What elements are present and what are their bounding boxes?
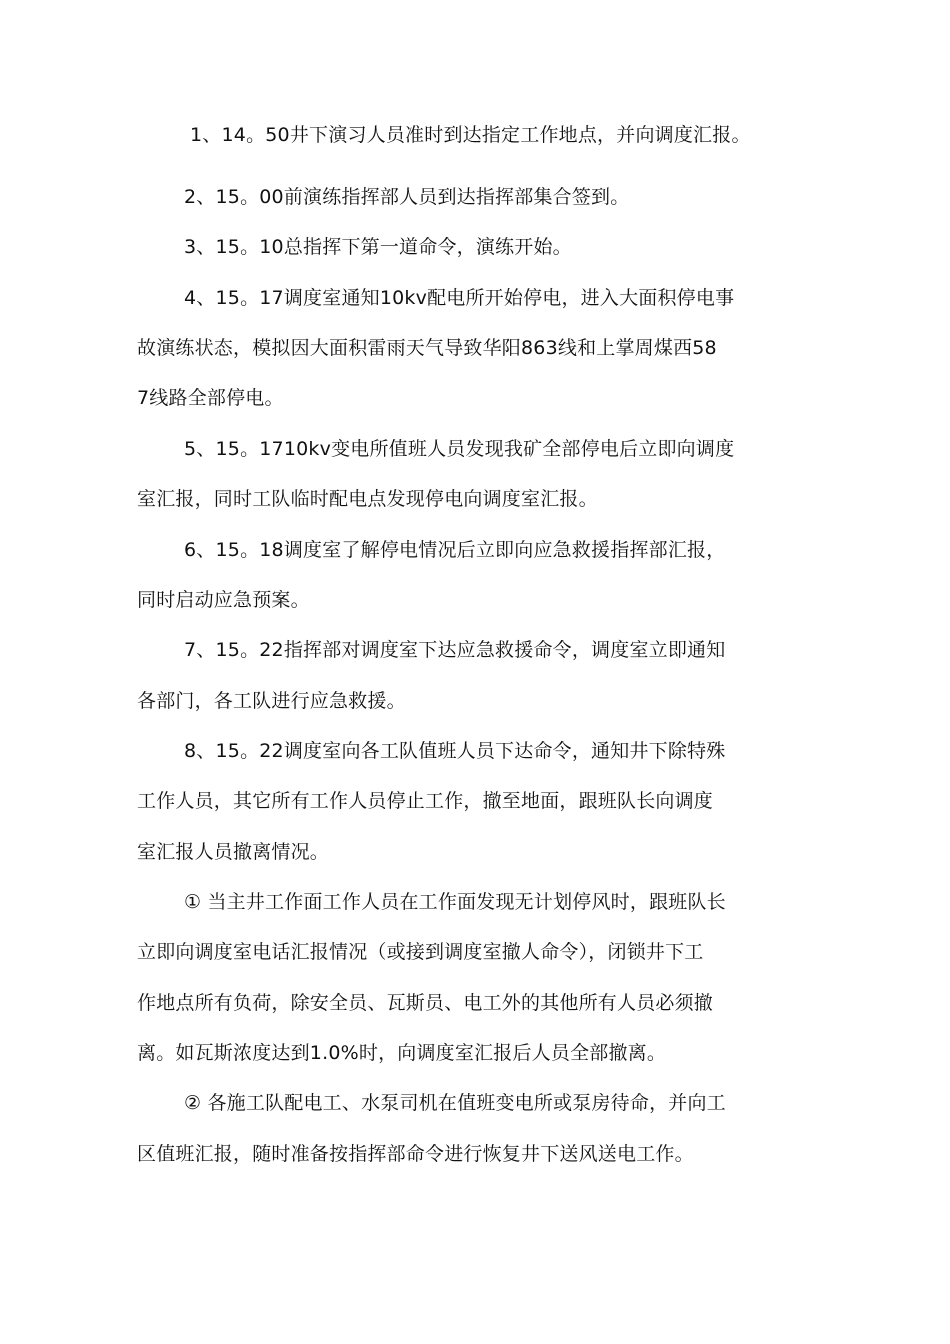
text-line: 工作人员，其它所有工作人员停止工作，撤至地面，跟班队长向调度	[137, 790, 714, 812]
text-line: 故演练状态，模拟因大面积雷雨天气导致华阳863线和上掌周煤西58	[137, 337, 717, 359]
text-line: ① 当主井工作面工作人员在工作面发现无计划停风时，跟班队长	[184, 891, 726, 913]
text-line: 室汇报人员撤离情况。	[137, 841, 330, 863]
text-line: 立即向调度室电话汇报情况（或接到调度室撤人命令），闭锁井下工	[137, 941, 704, 963]
text-line: 各部门，各工队进行应急救援。	[137, 690, 406, 712]
text-line: 6、15。18调度室了解停电情况后立即向应急救援指挥部汇报，	[184, 539, 726, 561]
text-line: ② 各施工队配电工、水泵司机在值班变电所或泵房待命，并向工	[184, 1092, 726, 1114]
text-line: 离。如瓦斯浓度达到1.0%时，向调度室汇报后人员全部撤离。	[137, 1042, 667, 1064]
text-line: 2、15。00前演练指挥部人员到达指挥部集合签到。	[184, 186, 630, 208]
text-line: 7线路全部停电。	[137, 387, 284, 409]
text-line: 室汇报，同时工队临时配电点发现停电向调度室汇报。	[137, 488, 598, 510]
text-line: 作地点所有负荷，除安全员、瓦斯员、电工外的其他所有人员必须撤	[137, 992, 714, 1014]
text-line: 4、15。17调度室通知10kv配电所开始停电，进入大面积停电事	[184, 287, 735, 309]
text-line: 1、14。50井下演习人员准时到达指定工作地点，并向调度汇报。	[190, 124, 751, 146]
text-line: 7、15。22指挥部对调度室下达应急救援命令，调度室立即通知	[184, 639, 726, 661]
text-line: 3、15。10总指挥下第一道命令，演练开始。	[184, 236, 572, 258]
text-line: 同时启动应急预案。	[137, 589, 310, 611]
text-line: 5、15。1710kv变电所值班人员发现我矿全部停电后立即向调度	[184, 438, 735, 460]
text-line: 区值班汇报，随时准备按指挥部命令进行恢复井下送风送电工作。	[137, 1143, 694, 1165]
text-line: 8、15。22调度室向各工队值班人员下达命令，通知井下除特殊	[184, 740, 726, 762]
